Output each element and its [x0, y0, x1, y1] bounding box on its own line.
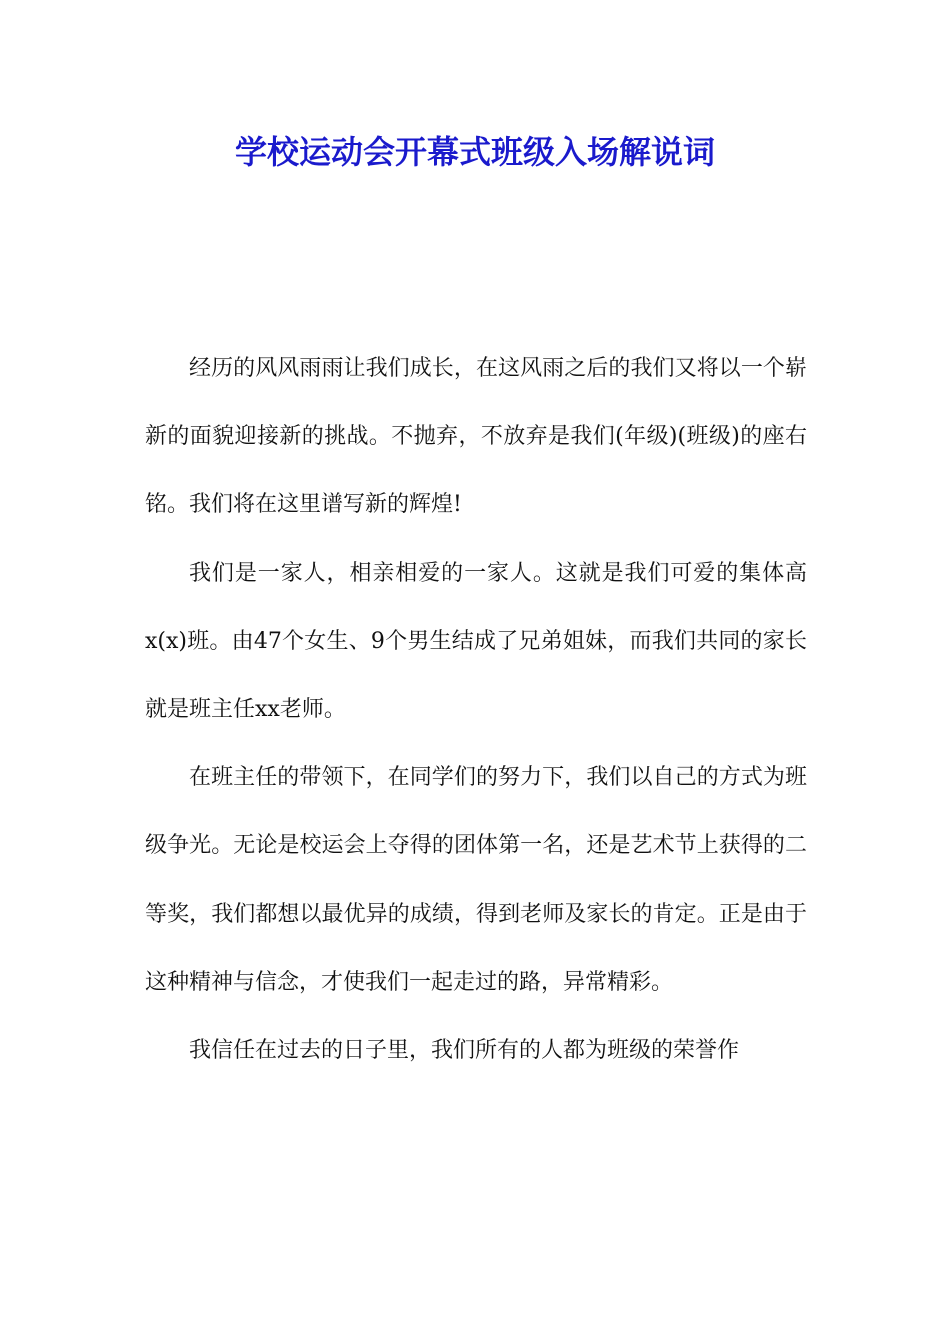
document-title: 学校运动会开幕式班级入场解说词	[234, 133, 715, 171]
document-body	[145, 335, 807, 1085]
paragraph-4: 我信任在过去的日子里，我们所有的人都为班级的荣誉作	[189, 1038, 740, 1064]
paragraph-3: 在班主任的带领下，在同学们的努力下，我们以自己的方式为班级争光。无论是校运会上夺得的团体第一名，还是艺术节上获得的二等奖，我们都想以最优异的成绩，得到老师及家长的肯定。正是由于这种精神与信念，才使我们一起走过的路，异常精彩。	[145, 765, 807, 995]
paragraph-2: 我们是一家人，相亲相爱的一家人。这就是我们可爱的集体高x(x)班。由47个女生、9个男生结成了兄弟姐妹，而我们共同的家长就是班主任xx老师。	[145, 560, 807, 723]
paragraph-1: 经历的风风雨雨让我们成长，在这风雨之后的我们又将以一个崭新的面貌迎接新的挑战。不抛弃，不放弃是我们(年级)(班级)的座右铭。我们将在这里谱写新的辉煌!	[145, 356, 807, 518]
